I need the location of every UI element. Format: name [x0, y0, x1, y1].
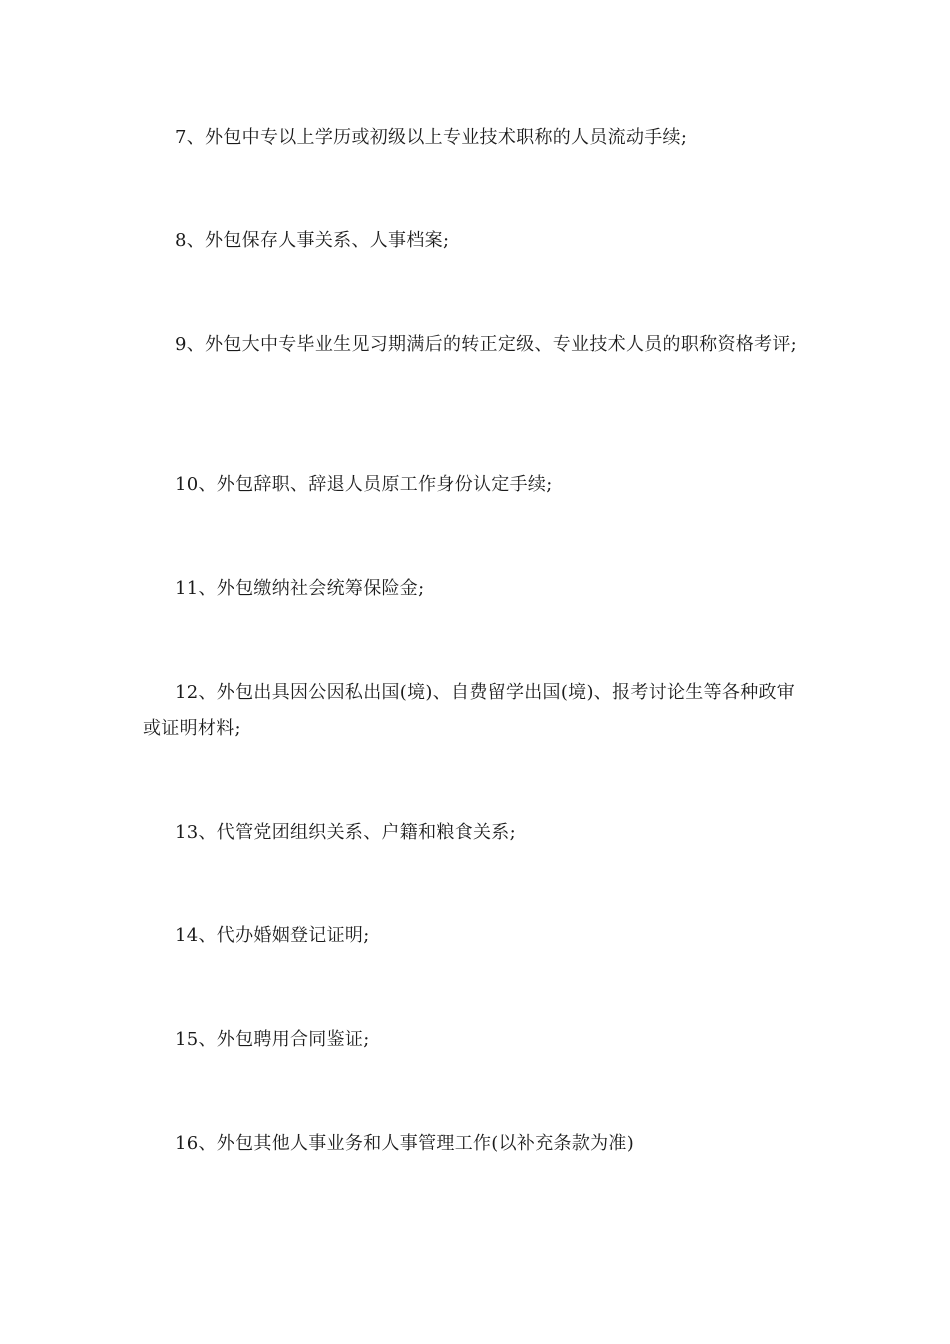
paragraph-item-9: 9、外包大中专毕业生见习期满后的转正定级、专业技术人员的职称资格考评; [175, 334, 798, 355]
paragraph-item-8: 8、外包保存人事关系、人事档案; [175, 230, 450, 251]
paragraph-item-11: 11、外包缴纳社会统筹保险金; [175, 578, 425, 599]
paragraph-item-10: 10、外包辞职、辞退人员原工作身份认定手续; [175, 474, 553, 495]
paragraph-item-16: 16、外包其他人事业务和人事管理工作(以补充条款为准) [175, 1133, 635, 1154]
paragraph-item-13: 13、代管党团组织关系、户籍和粮食关系; [175, 822, 516, 843]
paragraph-item-14: 14、代办婚姻登记证明; [175, 925, 370, 946]
paragraph-item-12: 12、外包出具因公因私出国(境)、自费留学出国(境)、报考讨论生等各种政审或证明材料; [143, 682, 796, 739]
paragraph-item-7: 7、外包中专以上学历或初级以上专业技术职称的人员流动手续; [175, 127, 688, 148]
paragraph-item-15: 15、外包聘用合同鉴证; [175, 1029, 370, 1050]
